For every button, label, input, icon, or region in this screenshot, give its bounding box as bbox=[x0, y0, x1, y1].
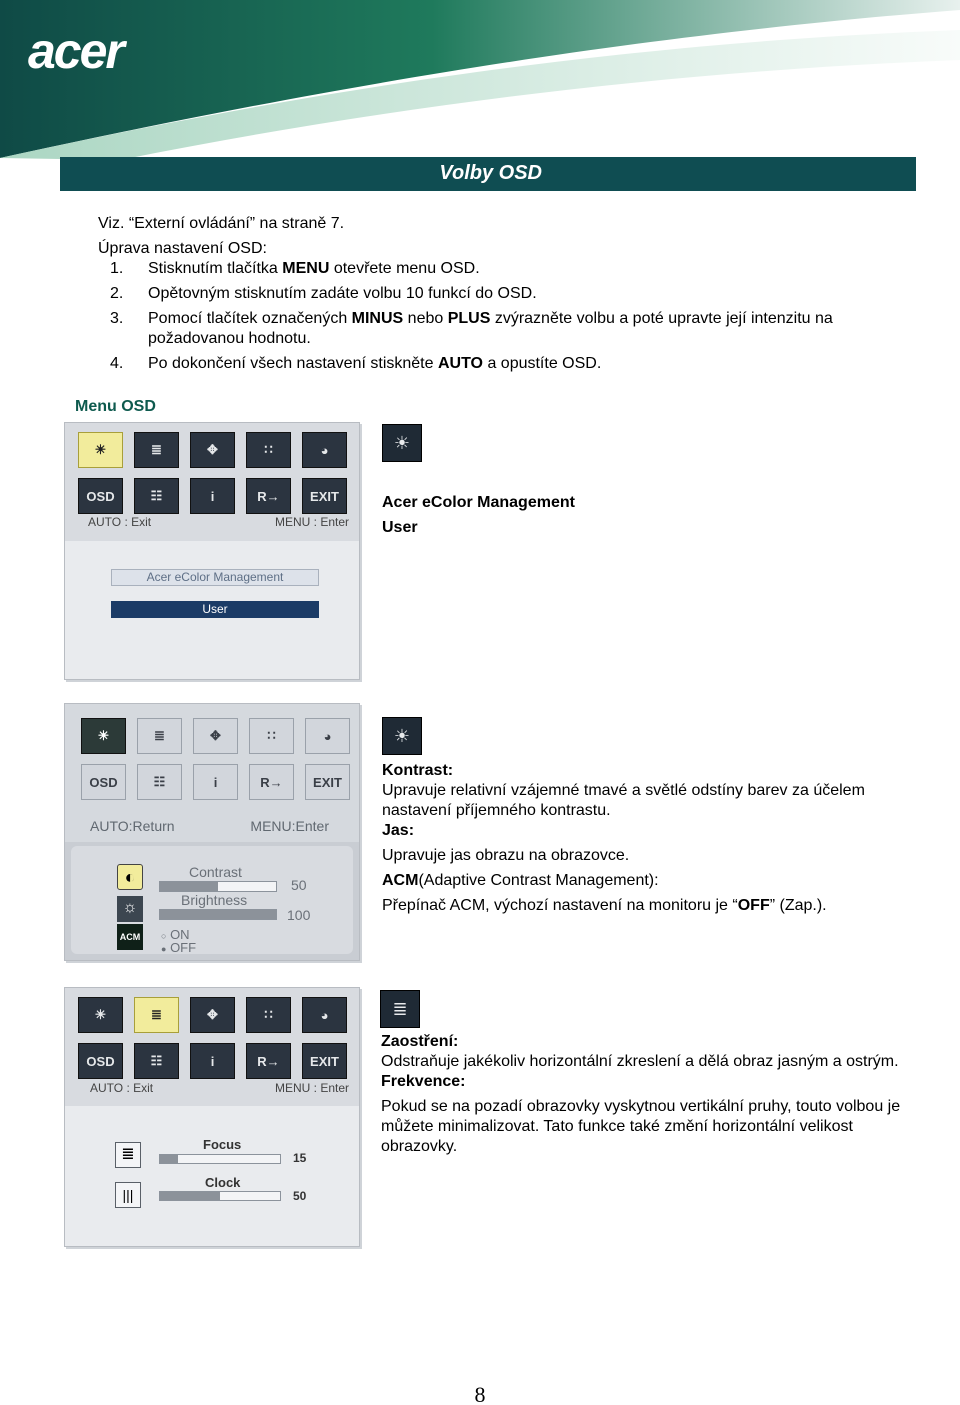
acm-desc-text: Přepínač ACM, výchozí nastavení na monitoru je “ bbox=[382, 897, 738, 914]
step-bold: PLUS bbox=[447, 310, 491, 327]
step-text: zvýrazněte volbu a poté upravte její intenzitu na požadovanou hodnotu. bbox=[148, 310, 833, 347]
acer-logo: acer bbox=[28, 23, 123, 79]
focus-icon: ≣ bbox=[115, 1142, 141, 1168]
jas-title: Jas: bbox=[382, 822, 415, 839]
step-text: a opustíte OSD. bbox=[483, 355, 602, 372]
clock-slider[interactable] bbox=[159, 1191, 281, 1201]
brightness-slider-fill bbox=[160, 910, 276, 919]
hint-menu: MENU : Enter bbox=[274, 515, 349, 529]
page-title: Volby OSD bbox=[439, 162, 542, 184]
focus-slider-fill bbox=[160, 1155, 178, 1163]
acm-on-option[interactable]: ○ ON bbox=[161, 927, 190, 942]
menu-item-ecolor[interactable]: Acer eColor Management bbox=[111, 569, 319, 586]
hint-menu: MENU:Enter bbox=[250, 818, 329, 834]
exit-icon[interactable]: EXIT bbox=[305, 764, 350, 800]
exit-icon[interactable]: EXIT bbox=[302, 478, 347, 514]
contrast-value: 50 bbox=[291, 877, 307, 893]
osd-settings-icon[interactable]: OSD bbox=[78, 1043, 123, 1079]
ecolor-title: Acer eColor Management bbox=[382, 494, 575, 511]
acm-title bbox=[382, 871, 922, 891]
brightness-icon: ☀ bbox=[382, 424, 422, 462]
step-text: nebo bbox=[403, 310, 448, 327]
reset-icon[interactable]: R→ bbox=[246, 478, 291, 514]
contrast-slider-fill bbox=[160, 882, 218, 891]
clock-icon: ||| bbox=[115, 1182, 141, 1208]
banner-swoosh bbox=[0, 0, 960, 160]
step-bold: AUTO bbox=[437, 355, 483, 372]
osd-settings-icon[interactable]: OSD bbox=[81, 764, 126, 800]
info-icon[interactable]: i bbox=[193, 764, 238, 800]
language-icon[interactable]: ◕ bbox=[302, 432, 347, 468]
focus-description bbox=[381, 1032, 921, 1157]
osd-panel-ecolor bbox=[64, 422, 360, 680]
step-number: 1. bbox=[110, 260, 124, 277]
contrast-slider[interactable] bbox=[159, 881, 277, 892]
focus-icon[interactable]: ≣ bbox=[134, 997, 179, 1033]
info-icon[interactable]: i bbox=[190, 478, 235, 514]
header-banner bbox=[0, 0, 960, 160]
section-heading: Menu OSD bbox=[75, 398, 156, 415]
hint-menu: MENU : Enter bbox=[274, 1081, 349, 1095]
menu-item-user[interactable]: User bbox=[111, 601, 319, 618]
jas-text: Upravuje jas obrazu na obrazovce. bbox=[382, 847, 630, 864]
position-icon[interactable]: ✥ bbox=[190, 432, 235, 468]
ecolor-icon[interactable]: ☀ bbox=[78, 432, 123, 468]
osd-settings-icon[interactable]: OSD bbox=[78, 478, 123, 514]
intro-line-1: Viz. “Externí ovládání” na straně 7. bbox=[98, 215, 345, 232]
step-bold: MENU bbox=[282, 260, 330, 277]
step-text: Opětovným stisknutím zadáte volbu 10 funkcí do OSD. bbox=[148, 285, 537, 302]
signal-icon[interactable]: ☷ bbox=[134, 478, 179, 514]
step-2 bbox=[110, 284, 910, 304]
acm-on-label: ON bbox=[170, 927, 190, 942]
ecolor-mode: User bbox=[382, 519, 418, 536]
step-4 bbox=[110, 354, 910, 374]
frekvence-title: Frekvence: bbox=[381, 1073, 466, 1090]
acm-description bbox=[382, 896, 922, 916]
acm-off-option[interactable]: ● OFF bbox=[161, 940, 197, 955]
signal-icon[interactable]: ☷ bbox=[134, 1043, 179, 1079]
hint-auto: AUTO:Return bbox=[90, 818, 175, 834]
osd-icon-grid bbox=[81, 718, 350, 800]
signal-icon[interactable]: ☷ bbox=[137, 764, 182, 800]
language-icon[interactable]: ◕ bbox=[302, 997, 347, 1033]
osd-icon-grid bbox=[78, 432, 347, 514]
kontrast-title: Kontrast: bbox=[382, 762, 454, 779]
intro bbox=[98, 214, 918, 264]
brightness-slider[interactable] bbox=[159, 909, 277, 920]
ecolor-icon[interactable]: ☀ bbox=[81, 718, 126, 754]
info-icon[interactable]: i bbox=[190, 1043, 235, 1079]
kontrast-text: Upravuje relativní vzájemné tmavé a světlé odstíny barev za účelem nastavení příjemného kontrastu. bbox=[382, 782, 865, 819]
acm-subtitle: (Adaptive Contrast Management): bbox=[418, 872, 659, 889]
contrast-description bbox=[382, 761, 922, 916]
contrast-icon: ◐ bbox=[117, 864, 143, 890]
step-3 bbox=[110, 309, 910, 349]
intro-line-2: Úprava nastavení OSD: bbox=[98, 240, 267, 257]
clock-label: Clock bbox=[205, 1175, 241, 1190]
focus-label: Focus bbox=[203, 1137, 242, 1152]
position-icon[interactable]: ✥ bbox=[190, 997, 235, 1033]
clock-value: 50 bbox=[293, 1189, 307, 1203]
hint-auto: AUTO : Exit bbox=[88, 515, 152, 529]
color-icon[interactable]: ∷ bbox=[246, 432, 291, 468]
zaostreni-text: Odstraňuje jakékoliv horizontální zkreslení a dělá obraz jasným a ostrým. bbox=[381, 1053, 899, 1070]
reset-icon[interactable]: R→ bbox=[246, 1043, 291, 1079]
language-icon[interactable]: ◕ bbox=[305, 718, 350, 754]
zaostreni-title: Zaostření: bbox=[381, 1033, 459, 1050]
ecolor-icon[interactable]: ☀ bbox=[78, 997, 123, 1033]
step-number: 3. bbox=[110, 310, 124, 327]
focus-icon[interactable]: ≣ bbox=[137, 718, 182, 754]
ecolor-description bbox=[382, 493, 922, 538]
brightness-icon: ☼ bbox=[117, 896, 143, 922]
acm-icon: ACM bbox=[117, 924, 143, 950]
focus-icon: ≣ bbox=[380, 990, 420, 1028]
step-text: Po dokončení všech nastavení stiskněte bbox=[148, 355, 438, 372]
frekvence-text: Pokud se na pozadí obrazovky vyskytnou vertikální pruhy, touto volbou je můžete minimalizovat. Tato funkce také změní horizontální velikost obrazovky. bbox=[381, 1098, 901, 1155]
title-bar bbox=[60, 157, 916, 191]
reset-icon[interactable]: R→ bbox=[249, 764, 294, 800]
acm-off-label: OFF bbox=[170, 940, 197, 955]
focus-slider[interactable] bbox=[159, 1154, 281, 1164]
brightness-icon: ☀ bbox=[382, 717, 422, 755]
steps-list bbox=[110, 259, 910, 379]
focus-icon[interactable]: ≣ bbox=[134, 432, 179, 468]
hint-auto: AUTO : Exit bbox=[90, 1081, 154, 1095]
step-1 bbox=[110, 259, 910, 279]
step-number: 2. bbox=[110, 285, 124, 302]
acm-desc-text: ” (Zap.). bbox=[769, 897, 827, 914]
step-text: Pomocí tlačítek označených bbox=[148, 310, 352, 327]
acm-desc-bold: OFF bbox=[737, 897, 770, 914]
step-text: otevřete menu OSD. bbox=[329, 260, 480, 277]
color-icon[interactable]: ∷ bbox=[246, 997, 291, 1033]
page-number: 8 bbox=[474, 1382, 486, 1405]
brightness-label: Brightness bbox=[181, 892, 248, 908]
osd-panel-focus bbox=[64, 987, 360, 1247]
color-icon[interactable]: ∷ bbox=[249, 718, 294, 754]
acm-bold: ACM bbox=[382, 872, 419, 889]
brightness-value: 100 bbox=[287, 907, 311, 923]
step-bold: MINUS bbox=[351, 310, 404, 327]
osd-panel-contrast bbox=[64, 703, 360, 961]
osd-icon-grid bbox=[78, 997, 347, 1079]
contrast-label: Contrast bbox=[189, 864, 242, 880]
step-text: Stisknutím tlačítka bbox=[148, 260, 283, 277]
focus-value: 15 bbox=[293, 1151, 307, 1165]
step-number: 4. bbox=[110, 355, 124, 372]
clock-slider-fill bbox=[160, 1192, 220, 1200]
exit-icon[interactable]: EXIT bbox=[302, 1043, 347, 1079]
position-icon[interactable]: ✥ bbox=[193, 718, 238, 754]
